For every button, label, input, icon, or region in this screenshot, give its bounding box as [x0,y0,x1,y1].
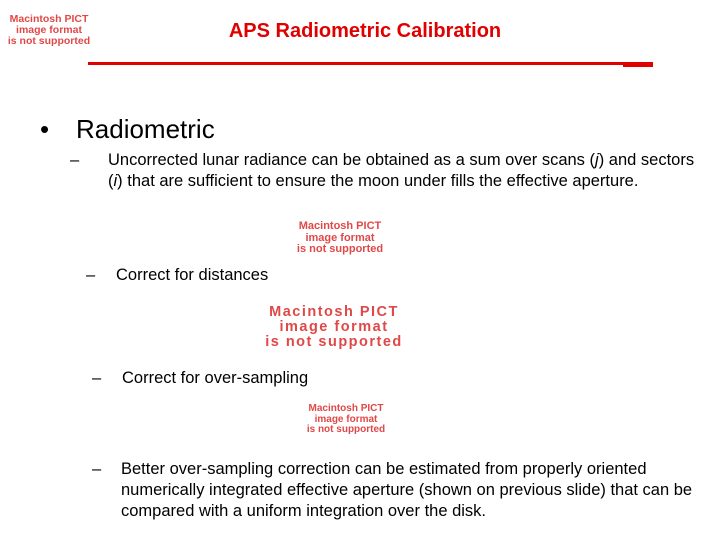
pict-line-1: Macintosh PICT [298,220,382,232]
title-underline [88,62,653,65]
pict-line-2: image format [16,24,82,37]
bullet-label: Radiometric [76,114,215,144]
variable-j: j [595,151,599,169]
sub-item-text: Uncorrected lunar radiance can be obtained as a sum over scans (j) and sectors (i) that are sufficient to ensure the moon under fills the effective aperture. [108,151,695,190]
dash-marker: – [92,460,102,478]
pict-placeholder-logo [6,14,92,47]
variable-i: i [113,172,118,190]
pict-line-1: Macintosh PICT [269,304,399,320]
bullet-dot: • [40,114,50,144]
slide-title: APS Radiometric Calibration [228,20,502,42]
equation-image-placeholder [276,221,404,256]
pict-line-3: is not supported [7,35,91,48]
dash-marker: – [70,151,80,169]
dash-marker: – [86,266,96,284]
sub-item-text: Better over-sampling correction can be estimated from properly oriented numerically integrated effective aperture (shown on previous slide) that can be compared with a uniform integration over the disk. [121,460,693,520]
pict-line-1: Macintosh PICT [9,13,89,25]
pict-line-3: is not supported [296,243,384,256]
sub-item-over-sampling [92,368,692,389]
pict-line-3: is not supported [306,424,386,435]
sub-item-distances [86,265,686,286]
sub-item-text: Correct for distances [116,266,269,284]
title-underline-tip [623,64,653,67]
dash-marker: – [92,369,102,387]
pict-line-2: image format [305,231,375,244]
pict-line-2: image format [314,413,378,425]
pict-line-2: image format [279,319,389,336]
bullet-radiometric [40,114,215,145]
pict-line-3: is not supported [265,334,403,351]
pict-line-1: Macintosh PICT [308,403,384,414]
equation-image-placeholder [226,305,442,351]
sub-item-lunar-radiance [70,150,710,192]
sub-item-better-correction [92,459,712,522]
equation-image-placeholder [292,404,400,436]
sub-item-text: Correct for over-sampling [122,369,309,387]
